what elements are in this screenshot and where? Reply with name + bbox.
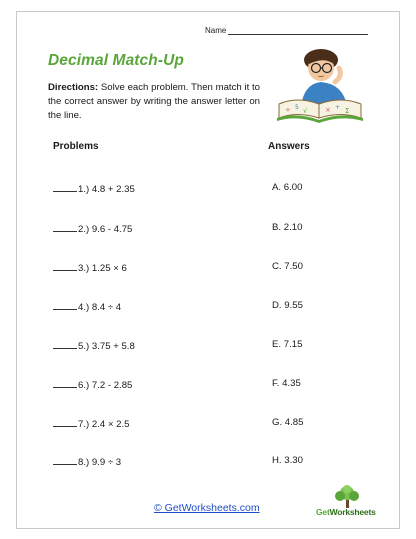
directions: [48, 81, 260, 122]
answer-blank[interactable]: [53, 378, 77, 388]
answer-option: F. 4.35: [272, 378, 301, 389]
svg-text:+: +: [335, 104, 341, 111]
answer-blank[interactable]: [53, 300, 77, 310]
answer-option: D. 9.55: [272, 300, 303, 311]
svg-text:Σ: Σ: [345, 107, 350, 115]
svg-text:√: √: [303, 107, 308, 115]
svg-text:÷: ÷: [285, 106, 291, 114]
answer-blank[interactable]: [53, 417, 77, 427]
problem-row: [53, 222, 132, 235]
svg-text:5: 5: [295, 104, 299, 111]
getworksheets-logo: [316, 485, 380, 521]
problem-text: 4.) 8.4 ÷ 4: [78, 302, 122, 313]
answer-option: E. 7.15: [272, 339, 303, 350]
answer-blank[interactable]: [53, 222, 77, 232]
svg-text:×: ×: [325, 106, 331, 114]
worksheet-title: Decimal Match-Up: [48, 52, 184, 69]
problems-heading: Problems: [53, 141, 99, 152]
answer-blank[interactable]: [53, 182, 77, 192]
problem-row: [53, 261, 127, 274]
problem-row: [53, 378, 132, 391]
problem-text: 1.) 4.8 + 2.35: [78, 184, 135, 195]
problem-row: [53, 455, 121, 468]
problem-text: 7.) 2.4 × 2.5: [78, 419, 130, 430]
directions-text: Solve each problem. Then match it to the correct answer by writing the answer letter on the line.: [48, 82, 260, 121]
problem-row: [53, 417, 129, 430]
answer-option: A. 6.00: [272, 182, 303, 193]
problem-text: 2.) 9.6 - 4.75: [78, 224, 133, 235]
logo-wordmark: [316, 507, 376, 517]
answer-option: H. 3.30: [272, 455, 303, 466]
name-label: Name: [205, 26, 227, 35]
directions-label: Directions:: [48, 82, 99, 93]
problem-row: [53, 182, 135, 195]
answer-option: B. 2.10: [272, 222, 303, 233]
tree-logo-icon: [316, 485, 380, 509]
problem-row: [53, 300, 121, 313]
problem-row: [53, 339, 135, 352]
problem-text: 6.) 7.2 - 2.85: [78, 380, 133, 391]
copyright-link[interactable]: © GetWorksheets.com: [154, 502, 260, 514]
worksheet-page: [16, 11, 400, 529]
answers-heading: Answers: [268, 141, 310, 152]
problem-text: 8.) 9.9 ÷ 3: [78, 457, 122, 468]
problem-text: 5.) 3.75 + 5.8: [78, 341, 135, 352]
answer-blank[interactable]: [53, 261, 77, 271]
problem-text: 3.) 1.25 × 6: [78, 263, 127, 274]
answer-blank[interactable]: [53, 455, 77, 465]
logo-word-worksheets: Worksheets: [329, 507, 376, 517]
boy-reading-book-icon: [273, 46, 367, 124]
logo-word-get: Get: [316, 507, 330, 517]
name-field: [205, 26, 368, 35]
answer-option: C. 7.50: [272, 261, 303, 272]
answer-blank[interactable]: [53, 339, 77, 349]
answer-option: G. 4.85: [272, 417, 304, 428]
name-line[interactable]: [228, 26, 368, 35]
